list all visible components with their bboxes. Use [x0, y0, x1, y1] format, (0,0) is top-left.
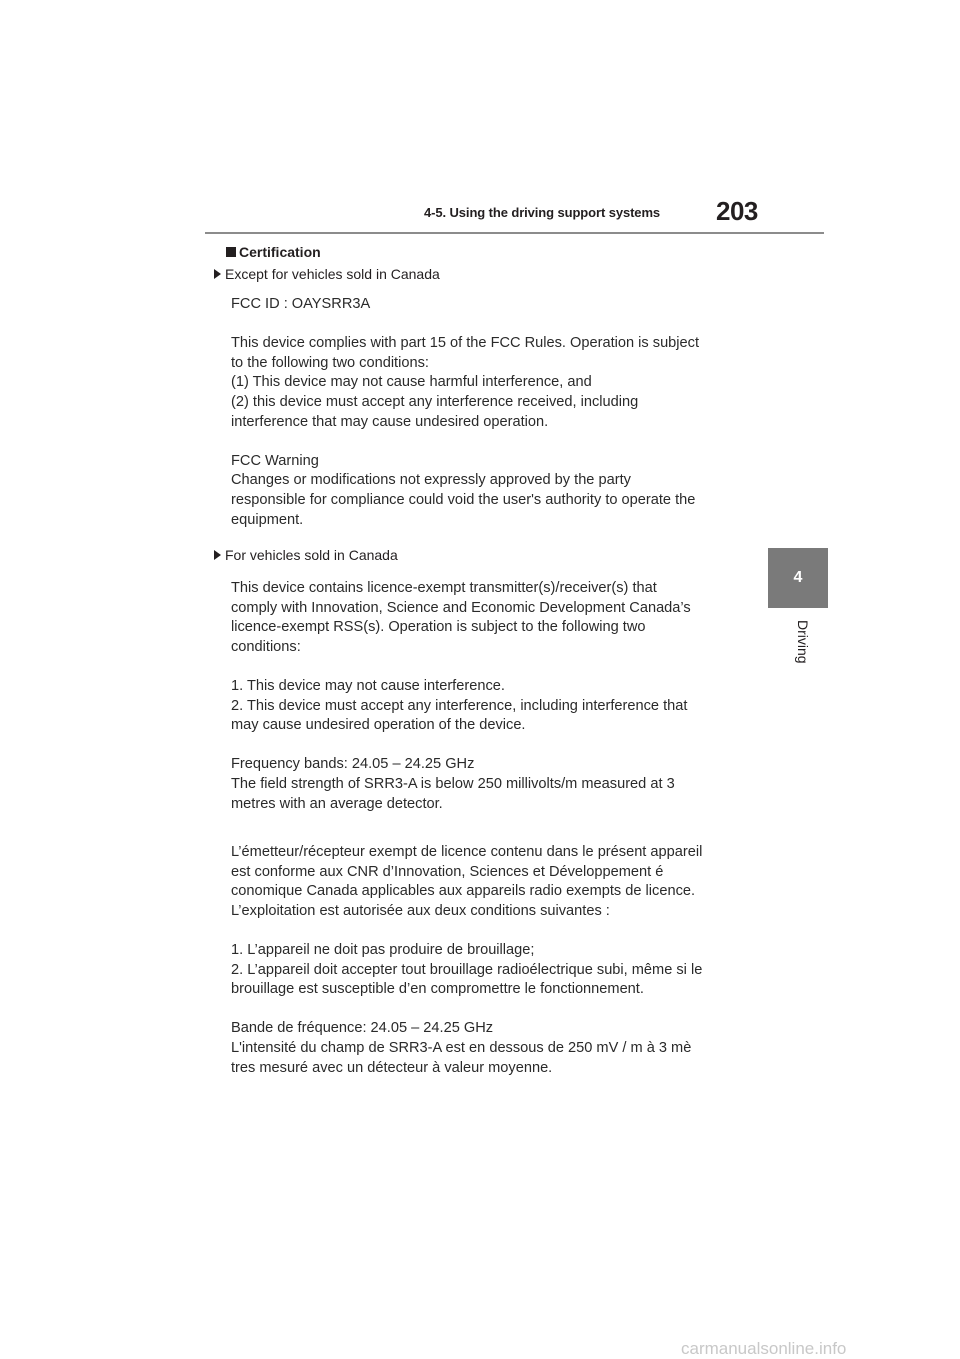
ised-english-block [231, 579, 751, 814]
fcc-line: FCC ID : OAYSRR3A [231, 296, 371, 312]
ised-fr-line: 2. L’appareil doit accepter tout brouillage radioélectrique subi, même si le [231, 961, 703, 978]
fcc-line: responsible for compliance could void the user's authority to operate the [231, 491, 696, 508]
ised-fr-line: Bande de fréquence: 24.05 – 24.25 GHz [231, 1020, 494, 1037]
ised-line: Frequency bands: 24.05 – 24.25 GHz [231, 756, 475, 773]
certification-heading-text: Certification [239, 244, 321, 260]
chapter-number: 4 [793, 569, 803, 586]
ised-line: 2. This device must accept any interference, including interference that [231, 697, 688, 714]
triangle-bullet-icon [214, 550, 221, 560]
fcc-line: to the following two conditions: [231, 354, 429, 371]
ised-fr-line: brouillage est susceptible d’en compromettre le fonctionnement. [231, 981, 644, 998]
fcc-line: (1) This device may not cause harmful interference, and [231, 374, 592, 391]
ised-fr-line: L’émetteur/récepteur exempt de licence contenu dans le présent appareil [231, 844, 703, 860]
chapter-label: Driving [795, 620, 811, 664]
ised-fr-line: est conforme aux CNR d’Innovation, Sciences et Développement é [231, 863, 664, 880]
fcc-statement-block [231, 295, 751, 530]
ised-line: 1. This device may not cause interference. [231, 677, 505, 694]
certification-heading [226, 244, 321, 260]
fcc-line: interference that may cause undesired operation. [231, 413, 549, 430]
ised-line: licence-exempt RSS(s). Operation is subject to the following two [231, 619, 646, 636]
fcc-line: FCC Warning [231, 452, 319, 469]
ised-fr-line: L'intensité du champ de SRR3-A est en dessous de 250 mV / m à 3 mè [231, 1039, 692, 1056]
section-title: 4-5. Using the driving support systems [424, 205, 661, 220]
ised-line: comply with Innovation, Science and Economic Development Canada’s [231, 599, 691, 616]
us-subheading-text: Except for vehicles sold in Canada [225, 266, 440, 282]
square-bullet-icon [226, 247, 236, 257]
chapter-tab [768, 548, 828, 608]
triangle-bullet-icon [214, 269, 221, 279]
header-divider [205, 232, 824, 234]
fcc-line: This device complies with part 15 of the FCC Rules. Operation is subject [231, 335, 700, 352]
us-subheading [214, 266, 440, 282]
ised-line: This device contains licence-exempt transmitter(s)/receiver(s) that [231, 580, 657, 596]
page-number: 203 [716, 196, 758, 226]
ised-fr-line: 1. L’appareil ne doit pas produire de brouillage; [231, 941, 535, 958]
fcc-line: equipment. [231, 511, 304, 528]
canada-subheading [214, 547, 398, 563]
canada-subheading-text: For vehicles sold in Canada [225, 547, 398, 563]
fcc-line: (2) this device must accept any interference received, including [231, 393, 639, 410]
site-watermark: carmanualsonline.info [681, 1339, 847, 1358]
ised-line: may cause undesired operation of the device. [231, 717, 526, 734]
ised-fr-line: L’exploitation est autorisée aux deux conditions suivantes : [231, 902, 610, 919]
ised-line: The field strength of SRR3-A is below 250 millivolts/m measured at 3 [231, 775, 675, 792]
ised-line: metres with an average detector. [231, 795, 443, 812]
ised-line: conditions: [231, 638, 301, 655]
fcc-line: Changes or modifications not expressly approved by the party [231, 472, 631, 489]
ised-french-block [231, 843, 751, 1078]
ised-fr-line: tres mesuré avec un détecteur à valeur moyenne. [231, 1059, 553, 1076]
ised-fr-line: conomique Canada applicables aux appareils radio exempts de licence. [231, 883, 696, 900]
